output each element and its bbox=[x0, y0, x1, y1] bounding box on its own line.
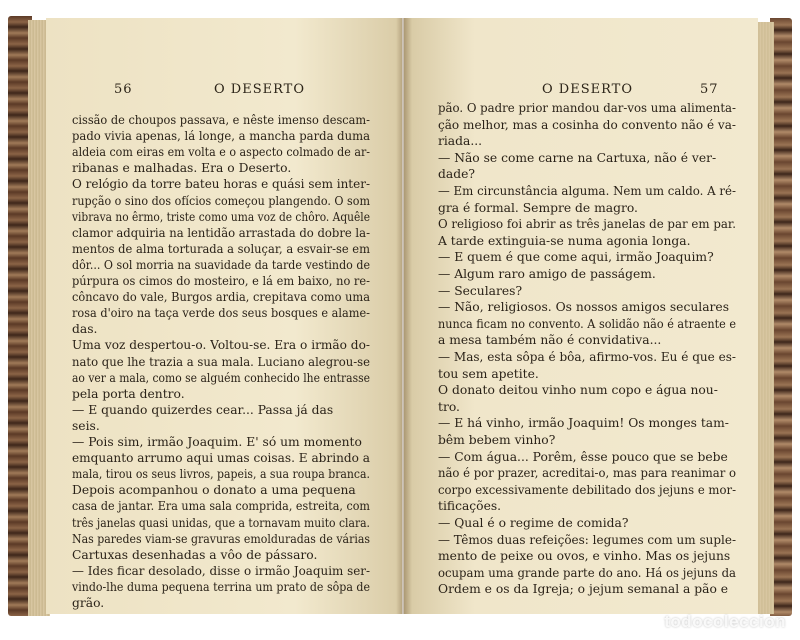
text-line: vindo-lhe duma pequena terrina um prato de sôpa de bbox=[72, 579, 370, 594]
text-line: pado vivia apenas, lá longe, a mancha parda duma bbox=[72, 129, 370, 144]
text-line: — Ides ficar desolado, disse o irmão Joaquim ser- bbox=[72, 563, 370, 578]
text-line: — E quem é que come aqui, irmão Joaquim? bbox=[438, 250, 714, 265]
text-line: rosa d'oiro na taça verde dos seus bosques e alame- bbox=[72, 306, 370, 321]
text-line: Cartuxas desenhadas a vôo de pássaro. bbox=[72, 547, 318, 562]
left-page bbox=[46, 18, 402, 614]
text-line: rupção o sino dos ofícios começou plangendo. O som bbox=[72, 193, 370, 208]
text-line: cissão de choupos passava, e nêste imenso descam- bbox=[72, 113, 370, 127]
text-line: côncavo do vale, Burgos ardia, crepitava como uma bbox=[72, 290, 370, 305]
left-page-number: 56 bbox=[114, 82, 133, 97]
text-line: O religioso foi abrir as três janelas de par em par. bbox=[438, 217, 736, 232]
right-running-head: O DESERTO bbox=[542, 82, 633, 97]
text-line: — Mas, esta sôpa é bôa, afirmo-vos. Eu é que es- bbox=[438, 350, 736, 364]
text-line: — E quando quizerdes cear... Passa já das bbox=[72, 402, 334, 417]
text-line: A tarde extinguia-se numa agonia longa. bbox=[438, 233, 691, 248]
text-line: O donato deitou vinho num copo e água nou- bbox=[438, 383, 718, 398]
text-line: não é por prazer, acreditai-o, mas para reanimar o bbox=[438, 466, 736, 481]
text-line: Nas paredes viam-se gravuras emolduradas de várias bbox=[72, 531, 370, 546]
text-line: três janelas quasi unidas, que a tornavam muito clara. bbox=[72, 515, 370, 530]
text-line: púrpura os cimos do mosteiro, e lá em baixo, no re- bbox=[72, 274, 370, 288]
text-line: riada... bbox=[438, 134, 483, 149]
text-line: Depois acompanhou o donato a uma pequena bbox=[72, 483, 356, 498]
left-running-head: O DESERTO bbox=[214, 82, 305, 97]
text-line: tificações. bbox=[438, 499, 502, 514]
text-line: — Não, religiosos. Os nossos amigos seculares bbox=[438, 300, 730, 315]
text-line: ao ver a mala, como se alguém conhecido lhe entrasse bbox=[72, 370, 370, 385]
text-line: — Algum raro amigo de passágem. bbox=[438, 267, 656, 281]
text-line: tou sem apetite. bbox=[438, 366, 539, 381]
text-line: vibrava no êrmo, triste como uma voz de chôro. Aquêle bbox=[72, 209, 370, 224]
text-line: aldeia com eiras em volta e o aspecto colmado de ar- bbox=[72, 145, 370, 160]
open-book bbox=[8, 8, 792, 632]
text-line: clamor adquiria na lentidão arrastada do dobre la- bbox=[72, 225, 370, 240]
text-line: a mesa também não é convidativa... bbox=[438, 333, 662, 348]
text-line: — Em circunstância alguma. Nem um caldo. A ré- bbox=[438, 184, 736, 198]
right-page-edges bbox=[756, 22, 774, 614]
text-line: Ordem e os da Igreja; o jejum semanal a pão e bbox=[438, 582, 729, 597]
text-line: tro. bbox=[438, 399, 460, 414]
text-line: O relógio da torre bateu horas e quási sem inter- bbox=[72, 177, 370, 192]
text-line: bêm bebem vinho? bbox=[438, 433, 556, 447]
text-line: — E há vinho, irmão Joaquim! Os monges tam- bbox=[438, 416, 729, 431]
text-line: gra é formal. Sempre de magro. bbox=[438, 200, 638, 215]
text-line: ribanas e malhadas. Era o Deserto. bbox=[72, 161, 292, 176]
text-line: — Não se come carne na Cartuxa, não é ver- bbox=[438, 150, 717, 165]
right-page bbox=[404, 18, 758, 614]
text-line: mala, tirou os seus livros, papeis, a sua roupa branca. bbox=[72, 467, 370, 482]
text-line: grão. bbox=[72, 596, 105, 610]
book-gutter bbox=[396, 18, 412, 614]
watermark-logo: todocoleccion bbox=[664, 612, 786, 631]
text-line: — Seculares? bbox=[438, 283, 523, 298]
text-line: — Qual é o regime de comida? bbox=[438, 516, 629, 530]
text-line: dôr... O sol morria na suavidade da tarde vestindo de bbox=[72, 257, 370, 272]
text-line: nato que lhe trazia a sua mala. Luciano alegrou-se bbox=[72, 354, 370, 369]
text-line: — Pois sim, irmão Joaquim. E' só um momento bbox=[72, 435, 362, 449]
text-line: nunca ficam no convento. A solidão não é atraente e bbox=[438, 316, 736, 331]
text-line: Uma voz despertou-o. Voltou-se. Era o irmão do- bbox=[72, 338, 370, 353]
text-line: ocupam uma grande parte do ano. Há os jejuns da bbox=[438, 565, 736, 580]
text-line: emquanto arrumo aqui umas coisas. E abrindo a bbox=[72, 451, 370, 466]
text-line: — Com água... Porêm, êsse pouco que se bebe bbox=[438, 449, 728, 464]
text-line: corpo excessivamente debilitado dos jejuns e mor- bbox=[438, 482, 736, 497]
text-line: ção melhor, mas a cosinha do convento não é va- bbox=[438, 117, 736, 132]
text-line: dade? bbox=[438, 167, 475, 182]
text-line: pela porta dentro. bbox=[72, 386, 185, 401]
text-line: casa de jantar. Era uma sala comprida, estreita, com bbox=[72, 499, 370, 514]
text-line: das. bbox=[72, 322, 98, 337]
text-line: — Têmos duas refeições: legumes com um suple- bbox=[438, 532, 736, 547]
right-page-number: 57 bbox=[700, 82, 719, 97]
text-line: mentos de alma torturada a soluçar, a esvair-se em bbox=[72, 241, 370, 256]
text-line: mento de peixe ou ovos, e vinho. Mas os jejuns bbox=[438, 549, 731, 564]
text-line: pão. O padre prior mandou dar-vos uma alimenta- bbox=[438, 101, 736, 115]
text-line: seis. bbox=[72, 418, 100, 433]
